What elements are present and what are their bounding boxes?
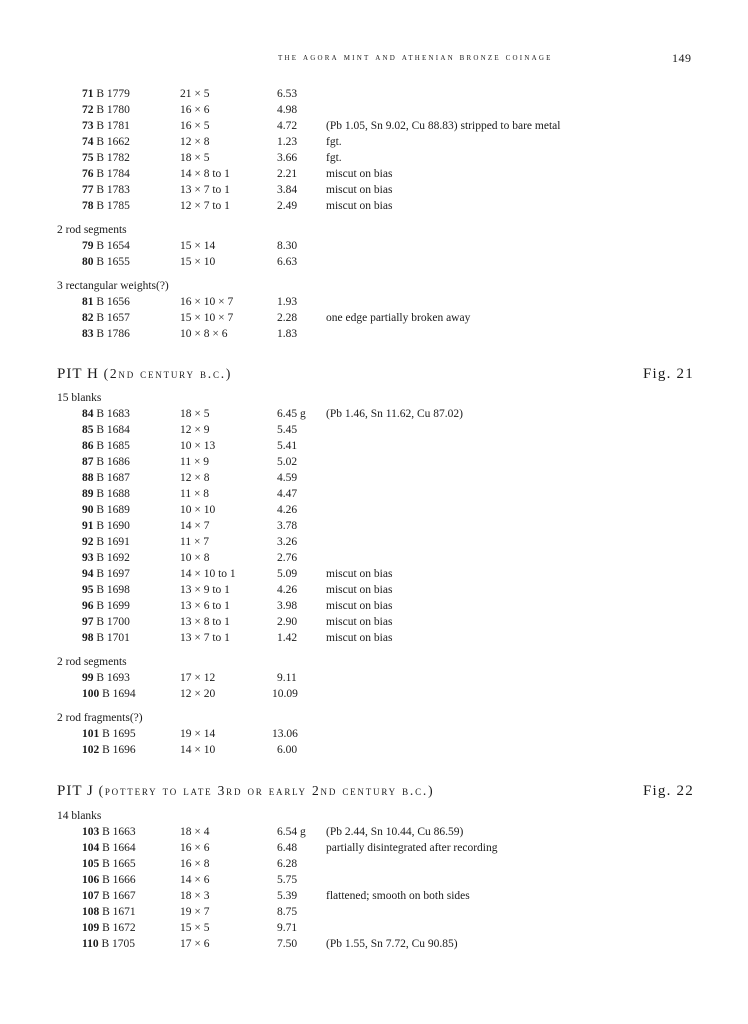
catalogue-number <box>82 582 130 598</box>
weight: 5.02 <box>277 456 298 468</box>
section-title-subtitle: (pottery to late 3rd or early 2nd century b.c.) <box>98 783 435 798</box>
dimensions: 12 × 9 <box>180 424 210 436</box>
entry-number: 110 <box>82 938 99 950</box>
catalogue-number <box>82 726 136 742</box>
pit-j-heading <box>0 783 748 803</box>
catalogue-number <box>82 294 130 310</box>
weight: 5.41 <box>277 440 298 452</box>
entry-number: 82 <box>82 312 94 324</box>
catalogue-number <box>82 742 136 758</box>
section-title <box>57 366 232 383</box>
pit-h-heading <box>0 366 748 386</box>
weight: 4.72 <box>277 120 298 132</box>
dimensions: 12 × 8 <box>180 472 210 484</box>
weight: 8.30 <box>277 240 298 252</box>
dimensions: 15 × 10 <box>180 256 216 268</box>
weight: 8.75 <box>277 906 298 918</box>
catalogue-number <box>82 936 135 952</box>
group-label: 3 rectangular weights(?) <box>57 280 169 292</box>
weight: 1.93 <box>277 296 298 308</box>
catalogue-number <box>82 198 130 214</box>
catalogue-entry <box>0 856 748 872</box>
entry-number: 95 <box>82 584 94 596</box>
catalogue-number <box>82 614 130 630</box>
entry-number: 78 <box>82 200 94 212</box>
catalogue-number <box>82 422 130 438</box>
catalogue-number <box>82 102 130 118</box>
dimensions: 12 × 20 <box>180 688 216 700</box>
entry-number: 104 <box>82 842 100 854</box>
weight: 1.83 <box>277 328 298 340</box>
weight: 6.63 <box>277 256 298 268</box>
weight: 5.39 <box>277 890 298 902</box>
inventory-number: B 1701 <box>96 632 130 644</box>
entry-number: 108 <box>82 906 100 918</box>
catalogue-entry <box>0 872 748 888</box>
weight: 4.59 <box>277 472 298 484</box>
entry-number: 98 <box>82 632 94 644</box>
catalogue-number <box>82 534 130 550</box>
inventory-number: B 1781 <box>96 120 130 132</box>
catalogue-entry <box>0 630 748 646</box>
inventory-number: B 1699 <box>96 600 130 612</box>
catalogue-number <box>82 550 130 566</box>
inventory-number: B 1696 <box>102 744 136 756</box>
catalogue-entry <box>0 598 748 614</box>
entry-number: 89 <box>82 488 94 500</box>
catalogue-number <box>82 486 130 502</box>
entry-number: 71 <box>82 88 94 100</box>
inventory-number: B 1697 <box>96 568 130 580</box>
catalogue-number <box>82 670 130 686</box>
weight: 2.76 <box>277 552 298 564</box>
group-label: 14 blanks <box>57 810 102 822</box>
catalogue-entry <box>0 518 748 534</box>
catalogue-number <box>82 888 136 904</box>
dimensions: 14 × 6 <box>180 874 210 886</box>
entry-number: 92 <box>82 536 94 548</box>
top-rows <box>0 86 748 214</box>
catalogue-number <box>82 150 130 166</box>
entry-number: 107 <box>82 890 100 902</box>
dimensions: 10 × 8 <box>180 552 210 564</box>
note: miscut on bias <box>326 184 393 196</box>
weight: 2.90 <box>277 616 298 628</box>
catalogue-number <box>82 904 136 920</box>
weight: 6.53 <box>277 88 298 100</box>
section-title <box>57 783 434 800</box>
note: miscut on bias <box>326 584 393 596</box>
weight: 3.78 <box>277 520 298 532</box>
section-title-main: PIT J <box>57 783 99 799</box>
running-head-title: the agora mint and athenian bronze coinage <box>278 52 553 63</box>
entry-number: 90 <box>82 504 94 516</box>
dimensions: 18 × 3 <box>180 890 210 902</box>
catalogue-entry <box>0 550 748 566</box>
entry-number: 109 <box>82 922 100 934</box>
note: one edge partially broken away <box>326 312 471 324</box>
catalogue-entry <box>0 326 748 342</box>
catalogue-entry <box>0 742 748 758</box>
weight: 9.71 <box>277 922 298 934</box>
catalogue-entry <box>0 198 748 214</box>
catalogue-entry <box>0 888 748 904</box>
weight: 2.21 <box>277 168 298 180</box>
dimensions: 13 × 6 to 1 <box>180 600 230 612</box>
note: flattened; smooth on both sides <box>326 890 470 902</box>
entry-number: 84 <box>82 408 94 420</box>
entry-number: 80 <box>82 256 94 268</box>
inventory-number: B 1664 <box>102 842 136 854</box>
running-head <box>0 52 748 68</box>
catalogue-number <box>82 182 130 198</box>
catalogue-entry <box>0 726 748 742</box>
inventory-number: B 1779 <box>96 88 130 100</box>
catalogue-number <box>82 86 130 102</box>
inventory-number: B 1656 <box>96 296 130 308</box>
catalogue-entry <box>0 936 748 952</box>
figure-reference: Fig. 22 <box>643 783 694 799</box>
group-label: 2 rod segments <box>57 656 127 668</box>
pit-h-rod-segments-rows <box>0 670 748 702</box>
catalogue-entry <box>0 920 748 936</box>
inventory-number: B 1672 <box>102 922 136 934</box>
entry-number: 81 <box>82 296 94 308</box>
pit-h-blanks-rows <box>0 406 748 646</box>
entry-number: 83 <box>82 328 94 340</box>
catalogue-entry <box>0 118 748 134</box>
note: miscut on bias <box>326 200 393 212</box>
inventory-number: B 1655 <box>96 256 130 268</box>
catalogue-entry <box>0 310 748 326</box>
weight: 3.26 <box>277 536 298 548</box>
pit-j-blanks-rows <box>0 824 748 952</box>
entry-number: 87 <box>82 456 94 468</box>
dimensions: 10 × 13 <box>180 440 216 452</box>
entry-number: 103 <box>82 826 100 838</box>
pit-h-rod-fragments-rows <box>0 726 748 758</box>
inventory-number: B 1784 <box>96 168 130 180</box>
pit-h-block <box>0 390 748 758</box>
inventory-number: B 1780 <box>96 104 130 116</box>
section-title-subtitle: (2nd century b.c.) <box>103 366 233 381</box>
catalogue-number <box>82 406 130 422</box>
inventory-number: B 1786 <box>96 328 130 340</box>
weight: 3.66 <box>277 152 298 164</box>
entry-number: 74 <box>82 136 94 148</box>
inventory-number: B 1692 <box>96 552 130 564</box>
note: miscut on bias <box>326 616 393 628</box>
catalogue-entry <box>0 470 748 486</box>
entry-number: 97 <box>82 616 94 628</box>
figure-reference: Fig. 21 <box>643 366 694 382</box>
catalogue-entry <box>0 86 748 102</box>
weight: 5.75 <box>277 874 298 886</box>
entry-number: 105 <box>82 858 100 870</box>
dimensions: 16 × 8 <box>180 858 210 870</box>
catalogue-entry <box>0 670 748 686</box>
entry-number: 72 <box>82 104 94 116</box>
inventory-number: B 1667 <box>102 890 136 902</box>
inventory-number: B 1694 <box>102 688 136 700</box>
catalogue-entry <box>0 566 748 582</box>
inventory-number: B 1785 <box>96 200 130 212</box>
weight: 10.09 <box>272 688 298 700</box>
catalogue-number <box>82 326 130 342</box>
note: miscut on bias <box>326 632 393 644</box>
inventory-number: B 1657 <box>96 312 130 324</box>
inventory-number: B 1688 <box>96 488 130 500</box>
catalogue-entry <box>0 840 748 856</box>
inventory-number: B 1662 <box>96 136 130 148</box>
catalogue-entry <box>0 166 748 182</box>
weights-rows <box>0 294 748 342</box>
weight: 5.45 <box>277 424 298 436</box>
weight: 4.47 <box>277 488 298 500</box>
dimensions: 18 × 5 <box>180 408 210 420</box>
page-number: 149 <box>672 51 692 65</box>
weight: 7.50 <box>277 938 298 950</box>
catalogue-entry <box>0 614 748 630</box>
weight: 3.98 <box>277 600 298 612</box>
note: partially disintegrated after recording <box>326 842 498 854</box>
dimensions: 10 × 10 <box>180 504 216 516</box>
inventory-number: B 1687 <box>96 472 130 484</box>
dimensions: 18 × 4 <box>180 826 210 838</box>
weight: 6.28 <box>277 858 298 870</box>
weight: 6.54 g <box>277 826 306 838</box>
catalogue-number <box>82 134 130 150</box>
catalogue-entry <box>0 454 748 470</box>
entry-number: 101 <box>82 728 100 740</box>
catalogue-entry <box>0 582 748 598</box>
dimensions: 18 × 5 <box>180 152 210 164</box>
dimensions: 13 × 8 to 1 <box>180 616 230 628</box>
entry-number: 75 <box>82 152 94 164</box>
catalogue-number <box>82 518 130 534</box>
catalogue-entry <box>0 102 748 118</box>
catalogue-entry <box>0 534 748 550</box>
catalogue-number <box>82 310 130 326</box>
inventory-number: B 1685 <box>96 440 130 452</box>
inventory-number: B 1690 <box>96 520 130 532</box>
dimensions: 14 × 10 to 1 <box>180 568 236 580</box>
weight: 9.11 <box>277 672 297 684</box>
pit-j-block <box>0 808 748 952</box>
catalogue-entry <box>0 438 748 454</box>
catalogue-entry <box>0 294 748 310</box>
catalogue-number <box>82 118 130 134</box>
dimensions: 11 × 8 <box>180 488 210 500</box>
dimensions: 15 × 5 <box>180 922 210 934</box>
dimensions: 11 × 7 <box>180 536 210 548</box>
weight: 5.09 <box>277 568 298 580</box>
dimensions: 12 × 7 to 1 <box>180 200 230 212</box>
weight: 1.42 <box>277 632 298 644</box>
catalogue-number <box>82 630 130 646</box>
catalogue-entry <box>0 182 748 198</box>
catalogue-entry <box>0 134 748 150</box>
note: miscut on bias <box>326 568 393 580</box>
weight: 1.23 <box>277 136 298 148</box>
catalogue-entry <box>0 406 748 422</box>
section-title-main: PIT H <box>57 366 104 382</box>
weight: 3.84 <box>277 184 298 196</box>
entry-number: 102 <box>82 744 100 756</box>
catalogue-number <box>82 824 136 840</box>
dimensions: 10 × 8 × 6 <box>180 328 228 340</box>
catalogue-number <box>82 166 130 182</box>
catalogue-entry <box>0 238 748 254</box>
inventory-number: B 1684 <box>96 424 130 436</box>
note: (Pb 1.46, Sn 11.62, Cu 87.02) <box>326 408 463 420</box>
dimensions: 14 × 8 to 1 <box>180 168 230 180</box>
group-label: 15 blanks <box>57 392 102 404</box>
dimensions: 16 × 5 <box>180 120 210 132</box>
weight: 6.00 <box>277 744 298 756</box>
dimensions: 14 × 7 <box>180 520 210 532</box>
entry-number: 77 <box>82 184 94 196</box>
weight: 4.26 <box>277 504 298 516</box>
dimensions: 21 × 5 <box>180 88 210 100</box>
catalogue-number <box>82 840 136 856</box>
inventory-number: B 1783 <box>96 184 130 196</box>
dimensions: 17 × 6 <box>180 938 210 950</box>
inventory-number: B 1671 <box>102 906 136 918</box>
top-catalogue-block <box>0 86 748 342</box>
catalogue-entry <box>0 502 748 518</box>
catalogue-number <box>82 470 130 486</box>
weight: 4.26 <box>277 584 298 596</box>
catalogue-number <box>82 856 136 872</box>
catalogue-number <box>82 454 130 470</box>
entry-number: 100 <box>82 688 100 700</box>
entry-number: 96 <box>82 600 94 612</box>
dimensions: 14 × 10 <box>180 744 216 756</box>
inventory-number: B 1782 <box>96 152 130 164</box>
entry-number: 73 <box>82 120 94 132</box>
note: fgt. <box>326 152 342 164</box>
entry-number: 79 <box>82 240 94 252</box>
group-label: 2 rod segments <box>57 224 127 236</box>
dimensions: 15 × 10 × 7 <box>180 312 234 324</box>
catalogue-entry <box>0 824 748 840</box>
entry-number: 91 <box>82 520 94 532</box>
note: (Pb 1.55, Sn 7.72, Cu 90.85) <box>326 938 458 950</box>
entry-number: 106 <box>82 874 100 886</box>
inventory-number: B 1666 <box>102 874 136 886</box>
entry-number: 85 <box>82 424 94 436</box>
dimensions: 15 × 14 <box>180 240 216 252</box>
catalogue-number <box>82 686 136 702</box>
inventory-number: B 1654 <box>96 240 130 252</box>
dimensions: 19 × 14 <box>180 728 216 740</box>
dimensions: 19 × 7 <box>180 906 210 918</box>
inventory-number: B 1691 <box>96 536 130 548</box>
catalogue-entry <box>0 422 748 438</box>
note: miscut on bias <box>326 600 393 612</box>
group-label: 2 rod fragments(?) <box>57 712 143 724</box>
catalogue-number <box>82 238 130 254</box>
inventory-number: B 1686 <box>96 456 130 468</box>
inventory-number: B 1695 <box>102 728 136 740</box>
note: miscut on bias <box>326 168 393 180</box>
inventory-number: B 1663 <box>102 826 136 838</box>
catalogue-number <box>82 920 136 936</box>
catalogue-number <box>82 872 136 888</box>
catalogue-entry <box>0 686 748 702</box>
entry-number: 88 <box>82 472 94 484</box>
weight: 13.06 <box>272 728 298 740</box>
dimensions: 11 × 9 <box>180 456 210 468</box>
dimensions: 13 × 7 to 1 <box>180 632 230 644</box>
inventory-number: B 1693 <box>96 672 130 684</box>
catalogue-entry <box>0 150 748 166</box>
entry-number: 93 <box>82 552 94 564</box>
inventory-number: B 1705 <box>101 938 136 950</box>
catalogue-entry <box>0 486 748 502</box>
entry-number: 86 <box>82 440 94 452</box>
dimensions: 16 × 6 <box>180 104 210 116</box>
inventory-number: B 1665 <box>102 858 136 870</box>
note: (Pb 2.44, Sn 10.44, Cu 86.59) <box>326 826 464 838</box>
dimensions: 13 × 7 to 1 <box>180 184 230 196</box>
entry-number: 99 <box>82 672 94 684</box>
catalogue-number <box>82 502 130 518</box>
catalogue-number <box>82 438 130 454</box>
entry-number: 94 <box>82 568 94 580</box>
inventory-number: B 1689 <box>96 504 130 516</box>
inventory-number: B 1698 <box>96 584 130 596</box>
dimensions: 13 × 9 to 1 <box>180 584 230 596</box>
dimensions: 17 × 12 <box>180 672 216 684</box>
rod-segments-rows <box>0 238 748 270</box>
entry-number: 76 <box>82 168 94 180</box>
catalogue-number <box>82 254 130 270</box>
catalogue-number <box>82 598 130 614</box>
inventory-number: B 1700 <box>96 616 130 628</box>
weight: 6.48 <box>277 842 298 854</box>
weight: 6.45 g <box>277 408 306 420</box>
weight: 2.49 <box>277 200 298 212</box>
catalogue-entry <box>0 904 748 920</box>
note: (Pb 1.05, Sn 9.02, Cu 88.83) stripped to bare metal <box>326 120 561 132</box>
weight: 2.28 <box>277 312 298 324</box>
weight: 4.98 <box>277 104 298 116</box>
dimensions: 16 × 10 × 7 <box>180 296 234 308</box>
catalogue-entry <box>0 254 748 270</box>
inventory-number: B 1683 <box>96 408 130 420</box>
dimensions: 16 × 6 <box>180 842 210 854</box>
note: fgt. <box>326 136 342 148</box>
catalogue-number <box>82 566 130 582</box>
dimensions: 12 × 8 <box>180 136 210 148</box>
